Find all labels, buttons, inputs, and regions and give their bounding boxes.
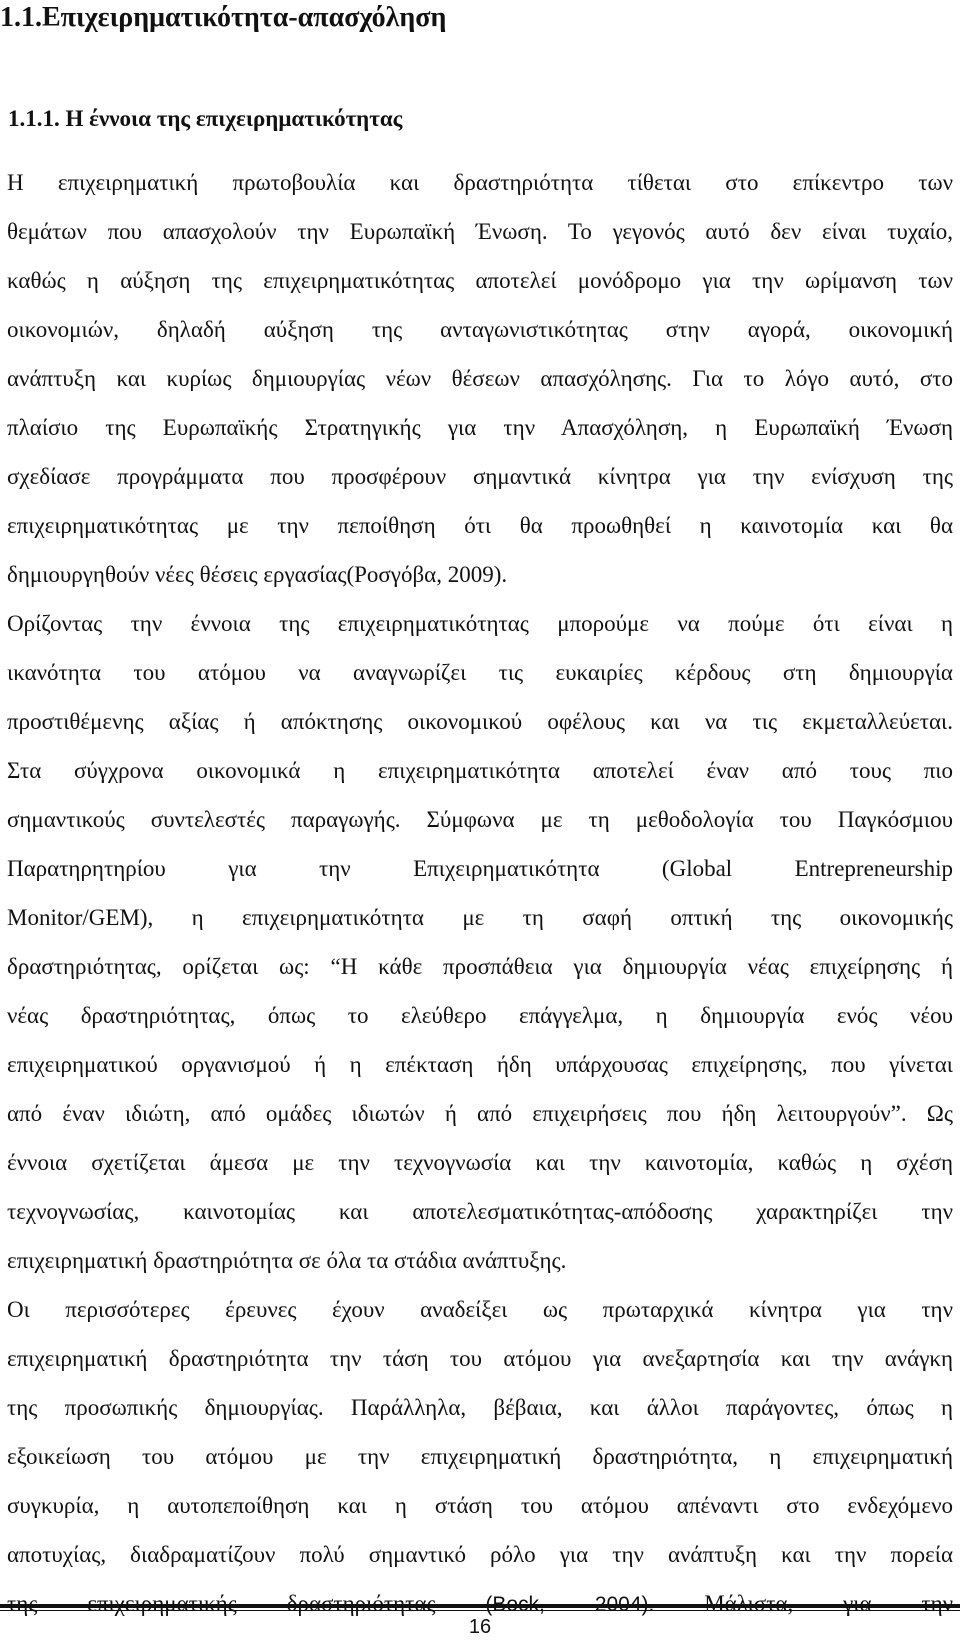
text-line: επιχειρηματική δραστηριότητα την τάση του ατόμου για ανεξαρτησία και την ανάγκη [7, 1346, 953, 1371]
footer-rule [0, 1604, 960, 1608]
text-line: οικονομιών, δηλαδή αύξηση της ανταγωνιστικότητας στην αγορά, οικονομική [7, 317, 953, 342]
text-line: νέας δραστηριότητας, όπως το ελεύθερο επάγγελμα, η δημιουργία ενός νέου [7, 1003, 953, 1028]
footer-rule-thin [0, 1610, 960, 1611]
text-line: τεχνογνωσίας, καινοτομίας και αποτελεσματικότητας-απόδοσης χαρακτηρίζει την [7, 1199, 953, 1224]
text-line: δημιουργηθούν νέες θέσεις εργασίας(Ροσγόβα, 2009). [7, 562, 508, 587]
text-line: έννοια σχετίζεται άμεσα με την τεχνογνωσία και την καινοτομία, καθώς η σχέση [7, 1150, 953, 1175]
text-line: συγκυρία, η αυτοπεποίθηση και η στάση του ατόμου απέναντι στο ενδεχόμενο [7, 1493, 953, 1518]
text-line: εξοικείωση του ατόμου με την επιχειρηματική δραστηριότητα, η επιχειρηματική [7, 1444, 953, 1469]
text-line: Παρατηρητηρίου για την Επιχειρηματικότητα (Global Entrepreneurship [7, 856, 953, 881]
text-line: επιχειρηματική δραστηριότητα σε όλα τα στάδια ανάπτυξης. [7, 1248, 567, 1273]
text-line: Monitor/GEM), η επιχειρηματικότητα με τη σαφή οπτική της οικονομικής [7, 905, 953, 930]
subsection-heading: 1.1.1. Η έννοια της επιχειρηματικότητας [8, 106, 403, 131]
page-number: 16 [468, 1616, 492, 1638]
text-line: θεμάτων που απασχολούν την Ευρωπαϊκή Ένωση. Το γεγονός αυτό δεν είναι τυχαίο, [7, 219, 953, 244]
text-line: σχεδίασε προγράμματα που προσφέρουν σημαντικά κίνητρα για την ενίσχυση της [7, 464, 953, 489]
text-line: από έναν ιδιώτη, από ομάδες ιδιωτών ή από επιχειρήσεις που ήδη λειτουργούν”. Ως [7, 1101, 953, 1126]
text-line: επιχειρηματικότητας με την πεποίθηση ότι θα προωθηθεί η καινοτομία και θα [7, 513, 953, 538]
text-line: Ορίζοντας την έννοια της επιχειρηματικότητας μπορούμε να πούμε ότι είναι η [7, 611, 953, 636]
text-line: Στα σύγχρονα οικονομικά η επιχειρηματικότητα αποτελεί έναν από τους πιο [7, 758, 953, 783]
text-line: δραστηριότητας, ορίζεται ως: “Η κάθε προσπάθεια για δημιουργία νέας επιχείρησης ή [7, 954, 953, 979]
section-heading: 1.1.Επιχειρηματικότητα-απασχόληση [0, 2, 447, 33]
text-line: ανάπτυξη και κυρίως δημιουργίας νέων θέσεων απασχόλησης. Για το λόγο αυτό, στο [7, 366, 953, 391]
text-line: Η επιχειρηματική πρωτοβουλία και δραστηριότητα τίθεται στο επίκεντρο των [7, 170, 953, 195]
text-line: αποτυχίας, διαδραματίζουν πολύ σημαντικό ρόλο για την ανάπτυξη και την πορεία [7, 1542, 953, 1567]
text-line: ικανότητα του ατόμου να αναγνωρίζει τις ευκαιρίες κέρδους στη δημιουργία [7, 660, 953, 685]
text-line: σημαντικούς συντελεστές παραγωγής. Σύμφωνα με τη μεθοδολογία του Παγκόσμιου [7, 807, 953, 832]
text-line: προστιθέμενης αξίας ή απόκτησης οικονομικού οφέλους και να τις εκμεταλλεύεται. [7, 709, 953, 734]
body-text [7, 158, 953, 1628]
text-line: επιχειρηματικού οργανισμού ή η επέκταση ήδη υπάρχουσας επιχείρησης, που γίνεται [7, 1052, 953, 1077]
text-line: πλαίσιο της Ευρωπαϊκής Στρατηγικής για την Απασχόληση, η Ευρωπαϊκή Ένωση [7, 415, 953, 440]
text-line: Οι περισσότερες έρευνες έχουν αναδείξει ως πρωταρχικά κίνητρα για την [7, 1297, 953, 1322]
text-line: της προσωπικής δημιουργίας. Παράλληλα, βέβαια, και άλλοι παράγοντες, όπως η [7, 1395, 953, 1420]
text-line: καθώς η αύξηση της επιχειρηματικότητας αποτελεί μονόδρομο για την ωρίμανση των [7, 268, 953, 293]
